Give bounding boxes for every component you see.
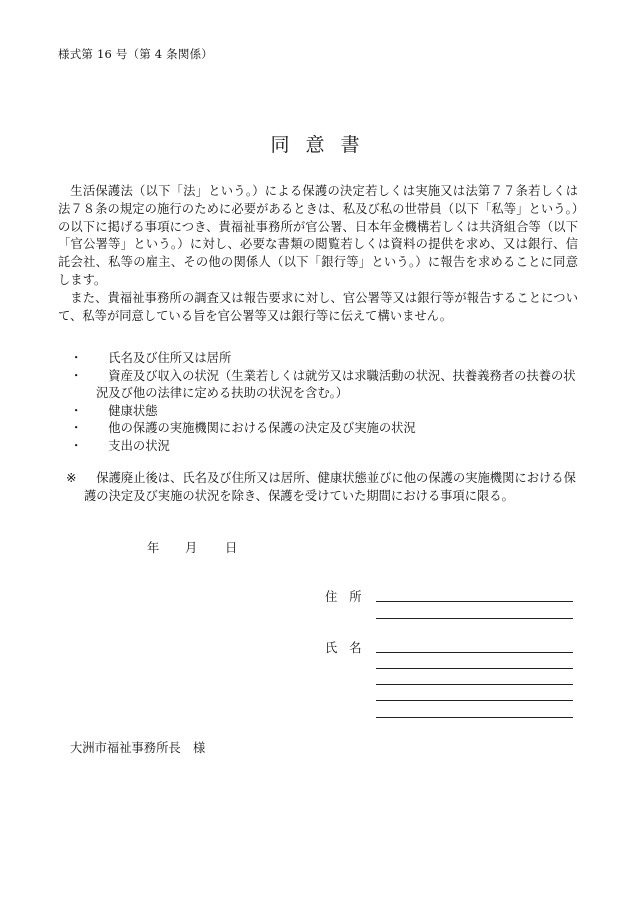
note (66, 470, 578, 505)
bullet-icon: ・ (70, 403, 83, 418)
list-item-text: 氏名及び住所又は居所 (108, 351, 232, 365)
list-item-text: 支出の状況 (108, 438, 170, 453)
consent-body (58, 183, 578, 325)
list-item (70, 350, 578, 368)
date-day-label: 日 (225, 541, 238, 555)
document-title: 同意書 (270, 134, 376, 156)
list-item (70, 420, 578, 438)
list-item (70, 368, 578, 403)
name-line-1[interactable] (376, 652, 573, 653)
addressee: 大洲市福祉事務所長 様 (70, 741, 206, 755)
name-label: 氏名 (325, 641, 374, 655)
form-number: 様式第 16 号（第 4 条関係） (58, 47, 213, 61)
bullet-icon: ・ (70, 421, 83, 435)
note-text: 保護廃止後は、氏名及び住所又は居所、健康状態並びに他の保護の実施機関における保護の決定及び実施の状況を除き、保護を受けていた期間における事項に限る。 (84, 471, 576, 503)
list-item (70, 403, 578, 421)
bullet-icon: ・ (70, 368, 83, 383)
list-item-text: 他の保護の実施機関における保護の決定及び実施の状況 (108, 421, 416, 435)
consent-paragraph-2: また、貴福祉事務所の調査又は報告要求に対し、官公署等又は銀行等が報告することについて、私等が同意している旨を官公署等又は銀行等に伝えて構いません。 (58, 290, 578, 323)
list-item (70, 438, 578, 456)
name-line-4[interactable] (376, 700, 573, 701)
address-line-1[interactable] (376, 601, 573, 602)
address-line-2[interactable] (376, 618, 573, 619)
bullet-icon: ・ (70, 438, 83, 453)
list-item-text: 資産及び収入の状況（生業若しくは就労又は求職活動の状況、扶養義務者の扶養の状況及び他の法律に定める扶助の状況を含む。） (96, 368, 576, 400)
name-line-5[interactable] (376, 717, 573, 718)
consent-paragraph-1: 生活保護法（以下「法」という。）による保護の決定若しくは実施又は法第７７条若しくは法７８条の規定の施行のために必要があるときは、私及び私の世帯員（以下「私等」という。）の以下に掲げる事項につき、貴福祉事務所が官公署、日本年金機構若しくは共済組合等（以下「官公署等」という。）に対し、必要な書類の閲覧若しくは資料の提供を求め、又は銀行、信託会社、私等の雇主、その他の関係人（以下「銀行等」という。）に報告を求めることに同意します。 (58, 184, 578, 287)
address-label: 住所 (325, 590, 374, 604)
consent-items-list (70, 350, 578, 455)
bullet-icon: ・ (70, 351, 83, 365)
name-line-2[interactable] (376, 668, 573, 669)
name-line-3[interactable] (376, 684, 573, 685)
list-item-text: 健康状態 (108, 403, 158, 418)
date-month-label: 月 (185, 541, 198, 555)
date-year-label: 年 (147, 541, 160, 555)
note-mark-icon: ※ (66, 471, 77, 485)
